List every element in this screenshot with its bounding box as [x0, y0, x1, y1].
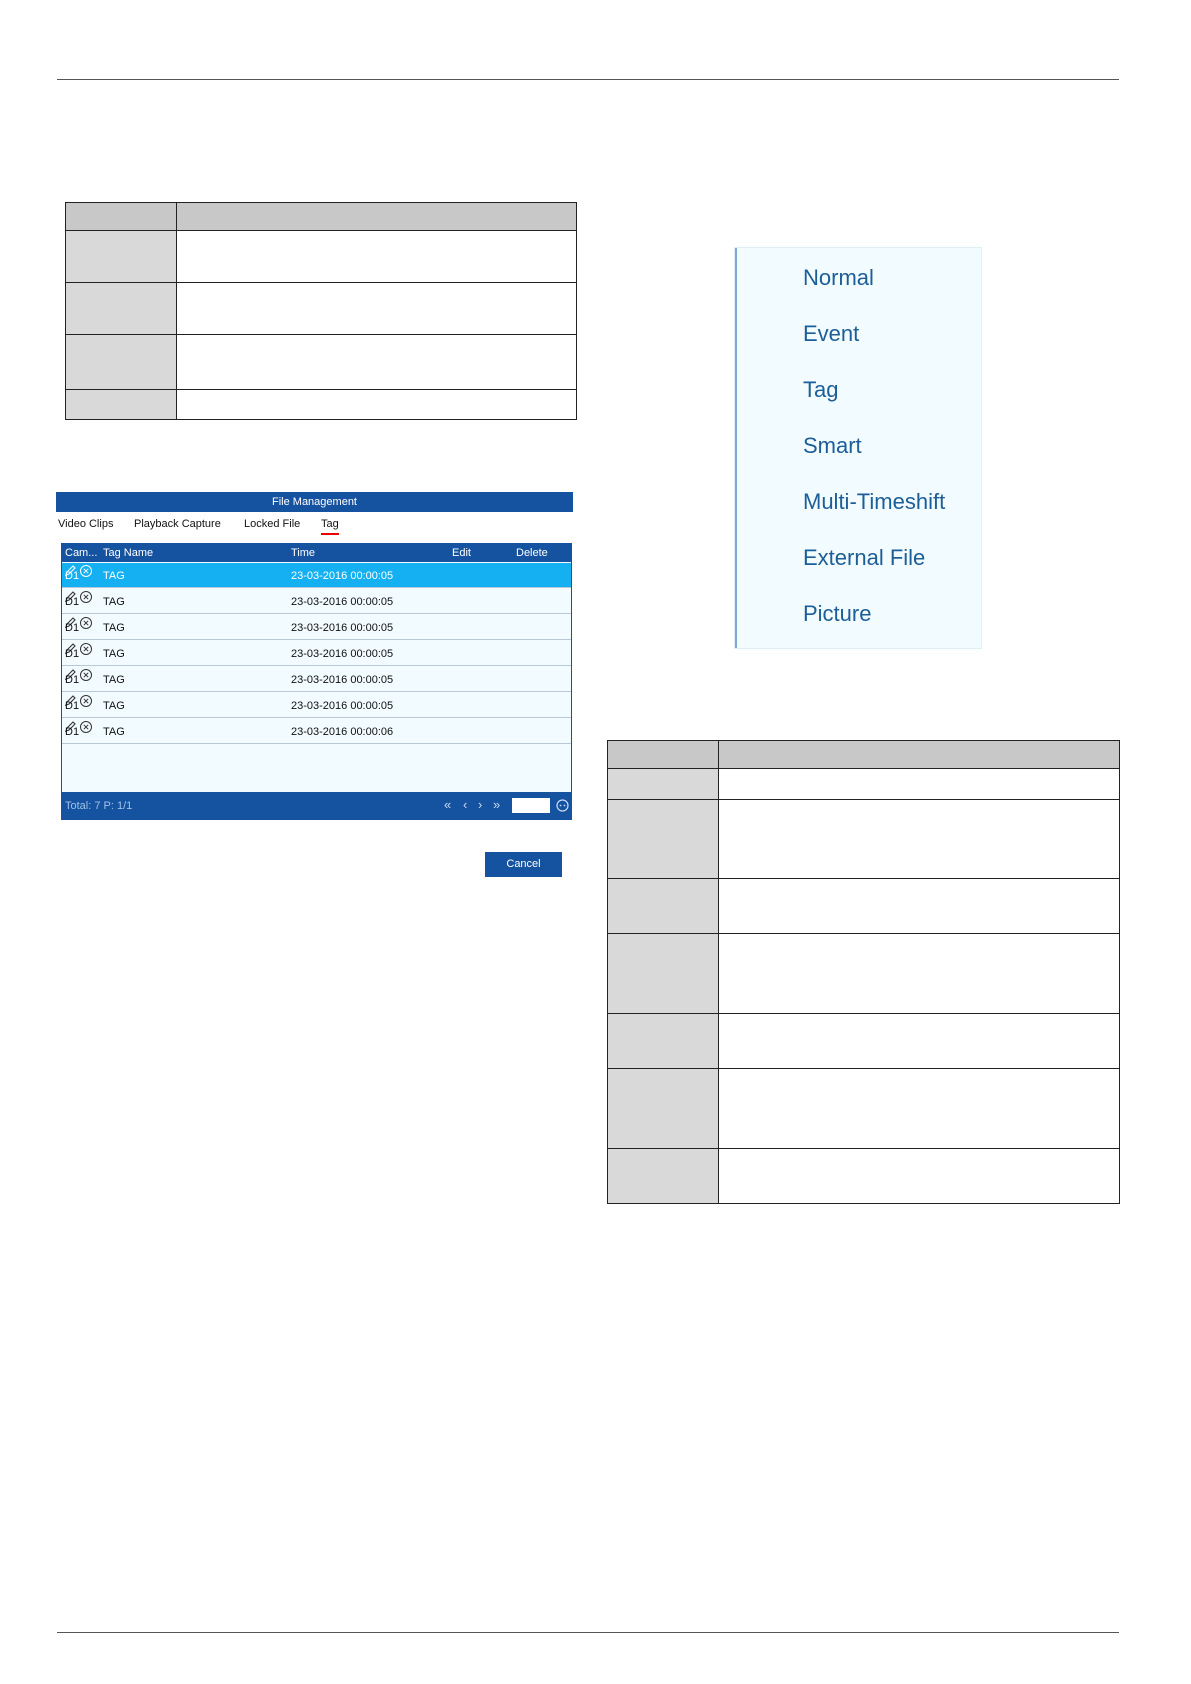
record-type-menu	[735, 248, 981, 648]
table-row[interactable]	[62, 693, 571, 718]
delete-icon[interactable]	[78, 667, 94, 683]
tag-list	[61, 543, 572, 820]
last-page-button[interactable]: »	[493, 797, 501, 812]
cell-time: 23-03-2016 00:00:05	[291, 570, 394, 582]
table-row[interactable]	[62, 719, 571, 744]
cell-tag-name: TAG	[103, 674, 125, 686]
menu-item-normal[interactable]: Normal	[803, 265, 874, 290]
parameter-table-2	[607, 740, 1120, 1204]
cell-time: 23-03-2016 00:00:05	[291, 700, 394, 712]
cell-tag-name: TAG	[103, 570, 125, 582]
previous-page-button[interactable]: ‹	[463, 797, 468, 812]
menu-item-tag[interactable]: Tag	[803, 377, 839, 402]
table-row	[66, 283, 577, 335]
table-row[interactable]	[62, 589, 571, 614]
table-row[interactable]	[62, 563, 571, 588]
go-to-page-icon[interactable]	[556, 799, 569, 812]
cell-camera: D1	[65, 726, 80, 738]
dialog-title: File Management	[56, 492, 573, 512]
menu-item-external-file[interactable]: External File	[803, 545, 926, 570]
table-row	[66, 390, 577, 420]
cell-camera: D1	[65, 648, 80, 660]
tab-video-clips[interactable]: Video Clips	[58, 518, 114, 530]
tab-tag[interactable]: Tag	[321, 518, 339, 530]
cell-tag-name: TAG	[103, 596, 125, 608]
column-header-time[interactable]: Time	[291, 547, 316, 559]
cell-tag-name: TAG	[103, 648, 125, 660]
delete-icon[interactable]	[78, 693, 94, 709]
table-row	[608, 800, 1120, 879]
header-rule	[57, 79, 1119, 80]
column-header-tag-name[interactable]: Tag Name	[103, 547, 154, 559]
tag-list-header	[62, 544, 571, 562]
table-row	[608, 769, 1120, 800]
cell-tag-name: TAG	[103, 700, 125, 712]
table-row	[608, 934, 1120, 1014]
cell-time: 23-03-2016 00:00:05	[291, 622, 394, 634]
delete-icon[interactable]	[78, 719, 94, 735]
menu-item-multi-timeshift[interactable]: Multi-Timeshift	[803, 489, 946, 514]
cell-camera: D1	[65, 700, 80, 712]
delete-icon[interactable]	[78, 589, 94, 605]
tab-locked-file[interactable]: Locked File	[244, 518, 301, 530]
table-row	[608, 879, 1120, 934]
column-header-delete: Delete	[516, 547, 548, 559]
first-page-button[interactable]: «	[444, 797, 452, 812]
table-row[interactable]	[62, 641, 571, 666]
next-page-button[interactable]: ›	[478, 797, 483, 812]
cell-time: 23-03-2016 00:00:05	[291, 648, 394, 660]
cell-time: 23-03-2016 00:00:06	[291, 726, 394, 738]
table-row	[608, 1069, 1120, 1149]
menu-item-event[interactable]: Event	[803, 321, 860, 346]
table-row[interactable]	[62, 615, 571, 640]
cell-tag-name: TAG	[103, 726, 125, 738]
cell-tag-name: TAG	[103, 622, 125, 634]
cancel-button[interactable]: Cancel	[485, 852, 562, 877]
page-number-input[interactable]	[512, 798, 550, 813]
parameter-table-1	[65, 202, 577, 420]
total-count: Total: 7 P: 1/1	[65, 800, 133, 812]
delete-icon[interactable]	[78, 615, 94, 631]
tag-list-footer	[62, 792, 571, 819]
tab-bar	[56, 514, 573, 536]
cell-time: 23-03-2016 00:00:05	[291, 674, 394, 686]
column-header-camera[interactable]: Cam...	[65, 547, 98, 559]
footer-rule	[57, 1632, 1119, 1633]
cell-camera: D1	[65, 622, 80, 634]
menu-item-picture[interactable]: Picture	[803, 601, 872, 626]
table-header-row	[608, 741, 1120, 769]
cell-camera: D1	[65, 570, 80, 582]
cell-time: 23-03-2016 00:00:05	[291, 596, 394, 608]
delete-icon[interactable]	[78, 563, 94, 579]
table-row	[66, 231, 577, 283]
table-row	[66, 335, 577, 390]
file-management-dialog	[56, 492, 573, 882]
cell-camera: D1	[65, 596, 80, 608]
delete-icon[interactable]	[78, 641, 94, 657]
column-header-edit: Edit	[452, 547, 471, 559]
menu-item-smart[interactable]: Smart	[803, 433, 862, 458]
table-row[interactable]	[62, 667, 571, 692]
table-row	[608, 1149, 1120, 1204]
table-header-row	[66, 203, 577, 231]
tab-playback-capture[interactable]: Playback Capture	[134, 518, 221, 530]
cell-camera: D1	[65, 674, 80, 686]
table-row	[608, 1014, 1120, 1069]
